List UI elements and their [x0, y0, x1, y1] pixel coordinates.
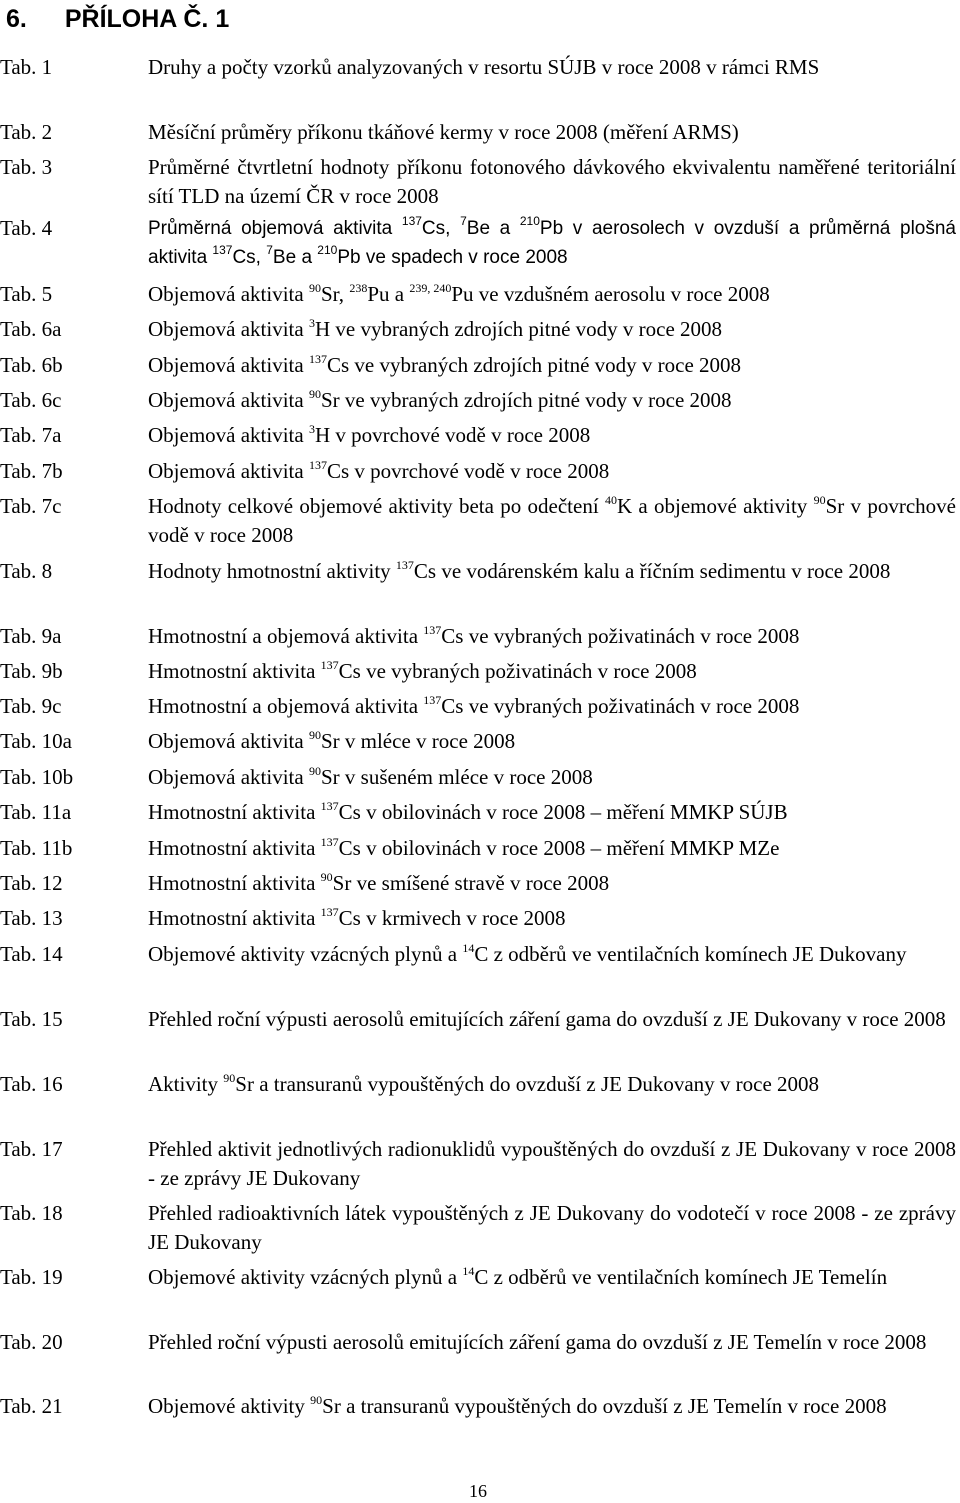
table-label: Tab. 11b — [0, 836, 73, 860]
table-description: Hodnoty hmotnostní aktivity $^{137}$Cs ve vodárenském kalu a říčním sedimentu v roce 2008 — [148, 558, 891, 583]
table-label: Tab. 6b — [0, 353, 63, 377]
table-description: Průměrná objemová aktivita $^{137}$Cs, $^7$Be a $^{210}$Pb v aerosolech v ovzduší a průměrná plošná aktivita $^{137}$Cs, $^7$Be a $^{210}$Pb ve spadech v roce 2008 — [148, 214, 956, 268]
table-description: Přehled radioaktivních látek vypouštěných z JE Dukovany do vodotečí v roce 2008 - ze zprávy JE Dukovany — [148, 1201, 956, 1254]
table-description: Druhy a počty vzorků analyzovaných v resortu SÚJB v roce 2008 v rámci RMS — [148, 55, 820, 79]
table-description: Hmotnostní aktivita $^{137}$Cs v obilovinách v roce 2008 – měření MMKP MZe — [148, 835, 780, 860]
table-description: Objemové aktivity vzácných plynů a $^{14}$C z odběrů ve ventilačních komínech JE Dukovany — [148, 941, 907, 966]
table-description: Hmotnostní aktivita $^{137}$Cs ve vybraných poživatinách v roce 2008 — [148, 658, 697, 683]
table-label: Tab. 3 — [0, 155, 53, 179]
table-label: Tab. 17 — [0, 1137, 63, 1161]
table-description: Objemová aktivita $^{137}$Cs v povrchové vodě v roce 2008 — [148, 458, 610, 483]
table-description: Objemová aktivita $^3$H v povrchové vodě v roce 2008 — [148, 422, 591, 447]
table-description: Objemové aktivity $^{90}$Sr a transuranů vypouštěných do ovzduší z JE Temelín v roce 2008 — [148, 1393, 887, 1418]
table-description: Objemová aktivita $^{90}$Sr ve vybraných zdrojích pitné vody v roce 2008 — [148, 387, 732, 412]
table-description: Přehled roční výpusti aerosolů emitujících záření gama do ovzduší z JE Dukovany v roce 2008 — [148, 1007, 946, 1031]
table-label: Tab. 6c — [0, 388, 62, 412]
page-number: 16 — [469, 1481, 487, 1501]
appendix-heading — [6, 2, 229, 36]
table-description: Objemová aktivita $^{137}$Cs ve vybraných zdrojích pitné vody v roce 2008 — [148, 352, 742, 377]
table-label: Tab. 5 — [0, 282, 53, 306]
table-label: Tab. 20 — [0, 1330, 63, 1354]
table-description: Objemová aktivita $^3$H ve vybraných zdrojích pitné vody v roce 2008 — [148, 316, 723, 341]
table-label: Tab. 11a — [0, 800, 72, 824]
table-label: Tab. 7c — [0, 494, 62, 518]
table-description: Hmotnostní a objemová aktivita $^{137}$Cs ve vybraných poživatinách v roce 2008 — [148, 623, 800, 648]
table-label: Tab. 8 — [0, 559, 53, 583]
table-description: Hodnoty celkové objemové aktivity beta po odečtení $^{40}$K a objemové aktivity $^{90}$Sr v povrchové vodě v roce 2008 — [148, 493, 956, 547]
table-description: Objemové aktivity vzácných plynů a $^{14}$C z odběrů ve ventilačních komínech JE Temelín — [148, 1264, 888, 1289]
table-label: Tab. 9a — [0, 624, 62, 648]
table-label: Tab. 9c — [0, 694, 62, 718]
table-label: Tab. 18 — [0, 1201, 63, 1225]
heading-title: PŘÍLOHA Č. 1 — [64, 5, 230, 33]
table-description: Objemová aktivita $^{90}$Sr v sušeném mléce v roce 2008 — [148, 764, 593, 789]
table-description: Průměrné čtvrtletní hodnoty příkonu fotonového dávkového ekvivalentu naměřené teritoriální sítí TLD na území ČR v roce 2008 — [148, 155, 956, 208]
table-label: Tab. 9b — [0, 659, 63, 683]
table-description: Přehled roční výpusti aerosolů emitujících záření gama do ovzduší z JE Temelín v roce 2008 — [148, 1330, 927, 1354]
table-label: Tab. 12 — [0, 871, 63, 895]
table-label: Tab. 7b — [0, 459, 63, 483]
table-label: Tab. 6a — [0, 317, 62, 341]
table-description: Objemová aktivita $^{90}$Sr, $^{238}$Pu a $^{239, 240}$Pu ve vzdušném aerosolu v roce 2008 — [148, 281, 770, 306]
table-description: Hmotnostní aktivita $^{137}$Cs v krmivech v roce 2008 — [148, 905, 566, 930]
table-label: Tab. 19 — [0, 1265, 63, 1289]
heading-number: 6. — [6, 5, 27, 33]
table-label: Tab. 1 — [0, 55, 53, 79]
table-label: Tab. 13 — [0, 906, 63, 930]
table-label: Tab. 15 — [0, 1007, 63, 1031]
table-label: Tab. 7a — [0, 423, 62, 447]
table-description: Hmotnostní aktivita $^{90}$Sr ve smíšené stravě v roce 2008 — [148, 870, 610, 895]
table-label: Tab. 16 — [0, 1072, 63, 1096]
table-label: Tab. 2 — [0, 120, 53, 144]
table-label: Tab. 10b — [0, 765, 74, 789]
table-description: Přehled aktivit jednotlivých radionuklidů vypouštěných do ovzduší z JE Dukovany v roce 2008 - ze zprávy JE Dukovany — [148, 1137, 956, 1190]
table-label: Tab. 10a — [0, 729, 73, 753]
table-label: Tab. 4 — [0, 216, 53, 240]
table-description: Objemová aktivita $^{90}$Sr v mléce v roce 2008 — [148, 728, 516, 753]
table-description: Hmotnostní a objemová aktivita $^{137}$Cs ve vybraných poživatinách v roce 2008 — [148, 693, 800, 718]
table-description: Měsíční průměry příkonu tkáňové kermy v roce 2008 (měření ARMS) — [148, 120, 739, 144]
table-label: Tab. 21 — [0, 1394, 63, 1418]
table-description: Aktivity $^{90}$Sr a transuranů vypouštěných do ovzduší z JE Dukovany v roce 2008 — [148, 1071, 820, 1096]
table-description: Hmotnostní aktivita $^{137}$Cs v obilovinách v roce 2008 – měření MMKP SÚJB — [148, 799, 788, 824]
table-label: Tab. 14 — [0, 942, 63, 966]
